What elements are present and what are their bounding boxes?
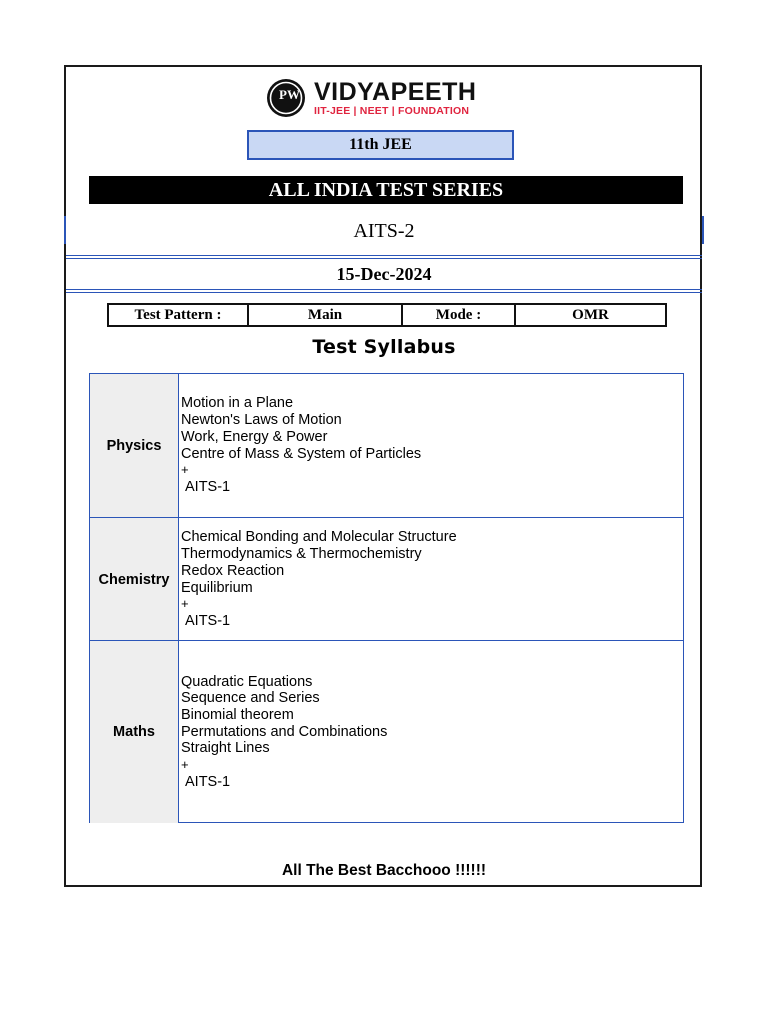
mode-value: OMR (572, 307, 609, 323)
divider-accent-right (702, 216, 704, 244)
topic-item: Permutations and Combinations (181, 723, 388, 740)
syllabus-table (89, 373, 684, 823)
topics-cell (179, 374, 683, 517)
plus-sign: + (181, 757, 189, 773)
subject-cell: Chemistry (90, 518, 179, 641)
test-series-banner: ALL INDIA TEST SERIES (89, 176, 683, 204)
topic-item: Quadratic Equations (181, 673, 313, 690)
pattern-value: Main (249, 305, 403, 325)
divider-line (66, 258, 702, 259)
plus-sign: + (181, 596, 189, 612)
topic-item: Newton's Laws of Motion (181, 412, 342, 429)
pattern-label: Test Pattern : (109, 305, 249, 325)
topic-item: Centre of Mass & System of Particles (181, 445, 422, 462)
vidyapeeth-logo (266, 77, 476, 119)
topic-item: Equilibrium (181, 579, 253, 596)
test-date: 15-Dec-2024 (336, 264, 432, 284)
previous-test-ref: AITS-1 (185, 773, 231, 790)
topic-item: Binomial theorem (181, 706, 294, 723)
logo-initials: PW (279, 87, 300, 102)
mode-label: Mode : (403, 305, 516, 325)
divider-line (66, 289, 702, 290)
class-label: 11th JEE (247, 130, 514, 160)
topics-cell (179, 641, 683, 823)
test-name: AITS-2 (353, 220, 415, 242)
syllabus-row-maths (90, 640, 683, 823)
topic-item: Redox Reaction (181, 562, 285, 579)
subject-cell: Maths (90, 641, 179, 823)
pw-logo-icon (266, 78, 306, 118)
syllabus-title: Test Syllabus (312, 336, 456, 358)
syllabus-row-physics (90, 374, 683, 517)
topic-item: Work, Energy & Power (181, 428, 328, 445)
logo-name: VIDYAPEETH (314, 77, 477, 106)
footer-message: All The Best Bacchooo !!!!!! (281, 862, 487, 879)
topic-item: Sequence and Series (181, 690, 320, 707)
topic-item: Straight Lines (181, 740, 270, 757)
plus-sign: + (181, 462, 189, 478)
subject-cell: Physics (90, 374, 179, 517)
previous-test-ref: AITS-1 (185, 612, 231, 629)
divider-line (66, 292, 702, 293)
divider-line (66, 255, 702, 256)
topic-item: Motion in a Plane (181, 395, 294, 412)
syllabus-row-chemistry (90, 517, 683, 641)
topic-item: Chemical Bonding and Molecular Structure (181, 529, 457, 546)
test-pattern-table (107, 303, 667, 327)
topics-cell (179, 518, 683, 641)
topic-item: Thermodynamics & Thermochemistry (181, 546, 422, 563)
logo-tagline: IIT-JEE | NEET | FOUNDATION (314, 104, 470, 117)
previous-test-ref: AITS-1 (185, 478, 231, 495)
